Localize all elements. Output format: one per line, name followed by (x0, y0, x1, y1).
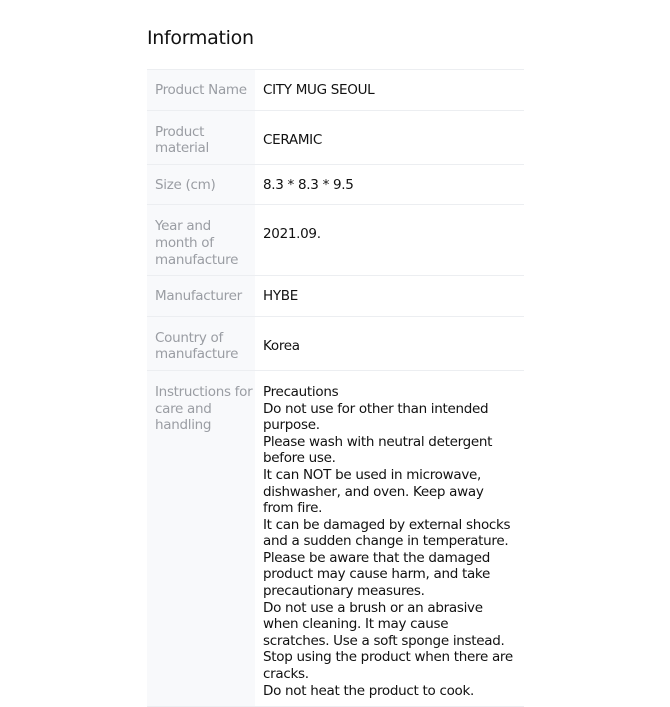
table-row (147, 370, 524, 706)
care-line: Do not use a brush or an abrasive when cleaning. It may cause scratches. Use a soft sponge instead. (263, 599, 505, 649)
row-value: CERAMIC (263, 131, 322, 148)
table-row (147, 110, 524, 164)
row-label: Size (cm) (147, 164, 255, 205)
care-line: Please wash with neutral detergent before use. (263, 433, 493, 467)
care-line: It can NOT be used in microwave, dishwasher, and oven. Keep away from fire. (263, 466, 484, 517)
table-row (147, 205, 524, 276)
table-row (147, 316, 524, 370)
row-value: 2021.09. (263, 226, 321, 243)
care-line: Do not use for other than intended purpose. (263, 400, 489, 434)
table-row (147, 276, 524, 317)
row-label: Instructions for care and handling (147, 370, 255, 706)
table-row (147, 70, 524, 111)
care-line: It can be damaged by external shocks and a sudden change in temperature. (263, 516, 511, 550)
row-value: HYBE (263, 288, 298, 305)
row-value: Korea (263, 337, 300, 354)
row-value: CITY MUG SEOUL (263, 82, 375, 98)
product-info-table (147, 69, 524, 707)
care-line: Please be aware that the damaged product may cause harm, and take precautionary measures. (263, 549, 490, 600)
row-label: Year and month of manufacture (147, 205, 255, 276)
row-label: Country of manufacture (147, 316, 255, 370)
row-label: Product Name (147, 70, 255, 111)
table-row (147, 164, 524, 205)
care-line: Precautions (263, 383, 339, 400)
section-title: Information (147, 27, 254, 49)
row-value: 8.3 * 8.3 * 9.5 (263, 176, 354, 193)
row-label: Manufacturer (147, 276, 255, 317)
care-line: Do not heat the product to cook. (263, 682, 475, 699)
care-line: Stop using the product when there are cracks. (263, 649, 513, 683)
row-value (255, 370, 524, 706)
row-label: Product material (147, 110, 255, 164)
